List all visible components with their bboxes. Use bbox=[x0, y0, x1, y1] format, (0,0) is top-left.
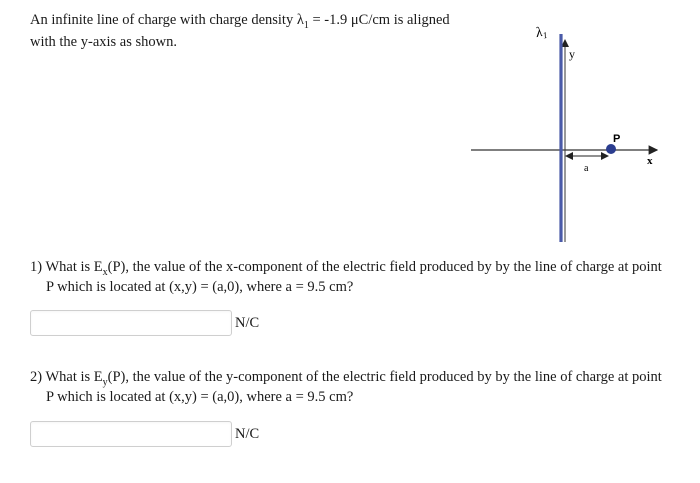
q1-answer-input[interactable] bbox=[30, 310, 232, 336]
q1-text: (P), the value of the x-component of the electric field produced by by the line of charge at point bbox=[107, 259, 662, 275]
question-2 bbox=[30, 367, 680, 407]
q1-unit-label: N/C bbox=[235, 314, 260, 331]
distance-a-label: a bbox=[584, 163, 589, 174]
q2-prefix: 2) What is E bbox=[30, 369, 103, 385]
q2-answer-row bbox=[30, 420, 259, 448]
point-p-label: P bbox=[613, 133, 621, 145]
problem-intro bbox=[30, 9, 470, 53]
question-1 bbox=[30, 257, 680, 297]
intro-line-1 bbox=[30, 9, 470, 31]
q1-prefix: 1) What is E bbox=[30, 259, 103, 275]
q2-subscript: y bbox=[102, 376, 108, 388]
intro-line-2: with the y-axis as shown. bbox=[30, 34, 177, 50]
q2-answer-input[interactable] bbox=[30, 421, 232, 447]
lambda-label: $\lambda_1$ bbox=[534, 24, 549, 41]
diagram-svg bbox=[465, 14, 685, 246]
q1-answer-row bbox=[30, 309, 259, 337]
point-p bbox=[606, 144, 616, 154]
intro-text-rest: = -1.9 μC/cm is aligned bbox=[308, 12, 450, 28]
lambda-subscript: 1 bbox=[303, 19, 309, 31]
charge-line-diagram bbox=[465, 14, 685, 246]
q2-text-line2: P which is located at (x,y) = (a,0), where a = 9.5 cm? bbox=[46, 389, 354, 405]
q2-unit-label: N/C bbox=[235, 425, 260, 442]
y-axis-label: y bbox=[569, 47, 575, 61]
q2-text: (P), the value of the y-component of the electric field produced by by the line of charge at point bbox=[107, 369, 662, 385]
q1-subscript: x bbox=[102, 266, 108, 278]
q1-text-line2: P which is located at (x,y) = (a,0), where a = 9.5 cm? bbox=[46, 279, 354, 295]
intro-text: An infinite line of charge with charge density λ bbox=[30, 12, 304, 28]
x-axis-label: x bbox=[647, 155, 653, 167]
